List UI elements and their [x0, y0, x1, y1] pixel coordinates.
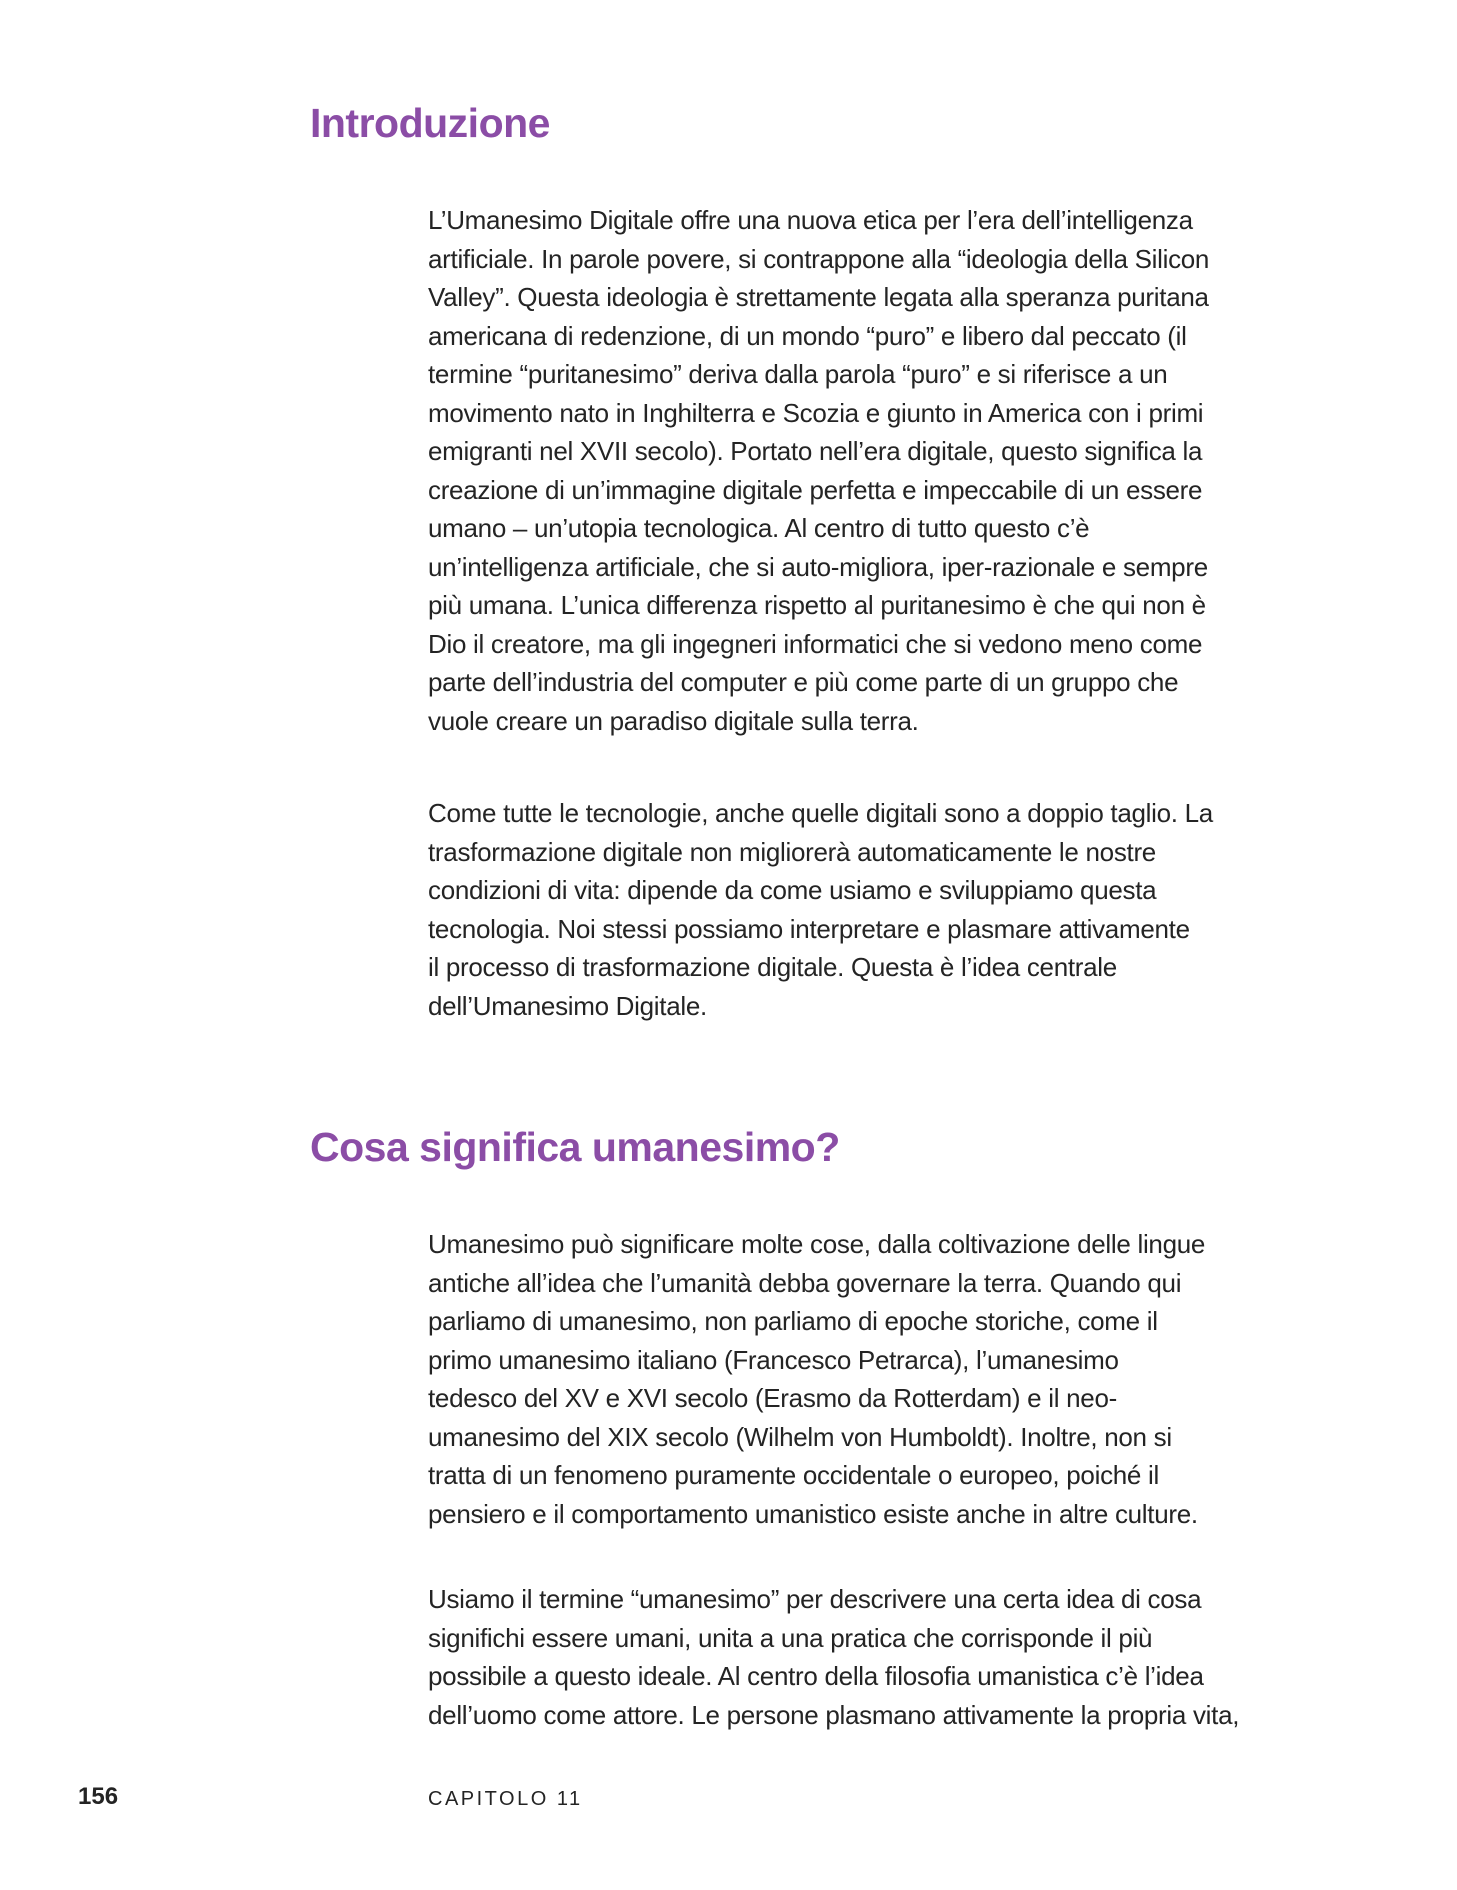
text-line: possibile a questo ideale. Al centro della filosofia umanistica c’è l’idea: [428, 1661, 1204, 1691]
text-line: termine “puritanesimo” deriva dalla parola “puro” e si riferisce a un: [428, 359, 1168, 389]
paragraph-intro-2: [428, 794, 1213, 1025]
text-line: parliamo di umanesimo, non parliamo di epoche storiche, come il: [428, 1306, 1158, 1336]
text-line: Umanesimo può significare molte cose, dalla coltivazione delle lingue: [428, 1229, 1206, 1259]
section-heading-introduzione: Introduzione: [310, 100, 550, 146]
text-line: Usiamo il termine “umanesimo” per descrivere una certa idea di cosa: [428, 1584, 1202, 1614]
text-line: vuole creare un paradiso digitale sulla terra.: [428, 705, 919, 736]
text-line: umanesimo del XIX secolo (Wilhelm von Humboldt). Inoltre, non si: [428, 1421, 1172, 1452]
paragraph-umanesimo-2: [428, 1580, 1239, 1734]
text-line: artificiale. In parole povere, si contrappone alla “ideologia della Silicon: [428, 243, 1210, 274]
text-line: dell’Umanesimo Digitale.: [428, 990, 707, 1021]
text-line: significhi essere umani, unita a una pratica che corrisponde il più: [428, 1622, 1153, 1653]
text-line: il processo di trasformazione digitale. Questa è l’idea centrale: [428, 952, 1117, 982]
text-line: emigranti nel XVII secolo). Portato nell’era digitale, questo significa la: [428, 436, 1203, 466]
text-line: antiche all’idea che l’umanità debba governare la terra. Quando qui: [428, 1267, 1182, 1298]
text-line: pensiero e il comportamento umanistico esiste anche in altre culture.: [428, 1498, 1198, 1529]
page-number: 156: [78, 1783, 119, 1810]
text-line: Valley”. Questa ideologia è strettamente legata alla speranza puritana: [428, 282, 1209, 312]
section-heading-cosa-significa-umanesimo: Cosa significa umanesimo?: [310, 1124, 840, 1170]
text-line: un’intelligenza artificiale, che si auto-migliora, iper-razionale e sempre: [428, 551, 1208, 582]
text-line: più umana. L’unica differenza rispetto al puritanesimo è che qui non è: [428, 590, 1206, 620]
text-line: americana di redenzione, di un mondo “puro” e libero dal peccato (il: [428, 320, 1187, 351]
paragraph-intro-1: [428, 201, 1209, 740]
text-line: primo umanesimo italiano (Francesco Petrarca), l’umanesimo: [428, 1344, 1119, 1375]
text-line: movimento nato in Inghilterra e Scozia e giunto in America con i primi: [428, 397, 1204, 428]
chapter-label: CAPITOLO 11: [428, 1788, 583, 1810]
text-line: creazione di un’immagine digitale perfetta e impeccabile di un essere: [428, 474, 1203, 505]
text-line: tedesco del XV e XVI secolo (Erasmo da Rotterdam) e il neo-: [428, 1383, 1117, 1413]
text-line: L’Umanesimo Digitale offre una nuova etica per l’era dell’intelligenza: [428, 205, 1193, 235]
text-line: umano – un’utopia tecnologica. Al centro di tutto questo c’è: [428, 513, 1090, 543]
text-line: tecnologia. Noi stessi possiamo interpretare e plasmare attivamente: [428, 913, 1190, 944]
text-line: Come tutte le tecnologie, anche quelle digitali sono a doppio taglio. La: [428, 798, 1213, 828]
text-line: Dio il creatore, ma gli ingegneri informatici che si vedono meno come: [428, 628, 1203, 659]
text-line: dell’uomo come attore. Le persone plasmano attivamente la propria vita,: [428, 1699, 1240, 1730]
text-line: parte dell’industria del computer e più come parte di un gruppo che: [428, 667, 1179, 697]
text-line: tratta di un fenomeno puramente occidentale o europeo, poiché il: [428, 1460, 1159, 1490]
text-line: condizioni di vita: dipende da come usiamo e sviluppiamo questa: [428, 875, 1157, 905]
text-line: trasformazione digitale non migliorerà automaticamente le nostre: [428, 836, 1156, 867]
paragraph-umanesimo-1: [428, 1225, 1205, 1533]
